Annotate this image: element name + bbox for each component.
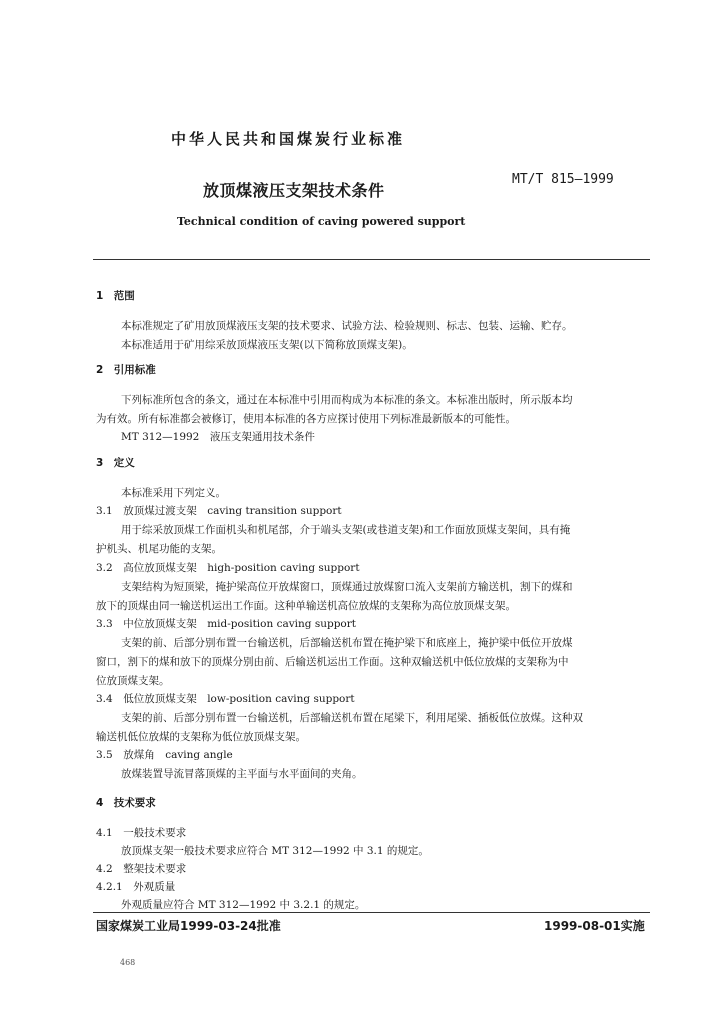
def-3-2-line-2: 放下的顶煤由同一输送机运出工作面。这种单输送机高位放煤的支架称为高位放顶煤支架。: [96, 600, 516, 612]
s4-2-1-text: 外观质量应符合 MT 312—1992 中 3.2.1 的规定。: [121, 899, 366, 911]
def-3-3-line-3: 位放顶煤支架。: [96, 675, 170, 687]
def-3-1-line-1: 用于综采放顶煤工作面机头和机尾部，介于端头支架(或巷道支架)和工作面放顶煤支架间，具有掩: [121, 524, 571, 536]
def-3-3-line-2: 窗口，割下的煤和放下的顶煤分别由前、后输送机运出工作面。这种双输送机中低位放煤的支架称为中: [96, 656, 569, 668]
s4-1-text: 放顶煤支架一般技术要求应符合 MT 312—1992 中 3.1 的规定。: [121, 845, 429, 857]
def-3-3-line-1: 支架的前、后部分别布置一台输送机，后部输送机布置在掩护梁下和底座上，掩护梁中低位开放煤: [121, 637, 573, 649]
section-3-heading: 3 定义: [96, 457, 135, 469]
s3-intro: 本标准采用下列定义。: [121, 487, 226, 499]
effective-date: 1999-08-01实施: [544, 919, 645, 933]
issuer-approval: 国家煤炭工业局1999-03-24批准: [96, 919, 281, 933]
header-rule: [93, 259, 650, 260]
page-number: 468: [120, 958, 136, 967]
s2-para-line-2: 为有效。所有标准都会被修订，使用本标准的各方应探讨使用下列标准最新版本的可能性。: [96, 413, 516, 425]
def-3-1-title: 3.1 放顶煤过渡支架 caving transition support: [96, 505, 342, 517]
section-1-heading: 1 范围: [96, 290, 135, 302]
s1-para-1: 本标准规定了矿用放顶煤液压支架的技术要求、试验方法、检验规则、标志、包装、运输、贮存。: [121, 320, 573, 332]
def-3-1-line-2: 护机头、机尾功能的支架。: [96, 543, 222, 555]
standard-code: MT/T 815—1999: [512, 172, 614, 187]
def-3-4-line-2: 输送机低位放煤的支架称为低位放顶煤支架。: [96, 731, 306, 743]
document-title: 放顶煤液压支架技术条件: [203, 181, 385, 200]
def-3-3-title: 3.3 中位放顶煤支架 mid-position caving support: [96, 618, 356, 630]
standard-category: 中华人民共和国煤炭行业标准: [171, 130, 406, 148]
def-3-4-line-1: 支架的前、后部分别布置一台输送机，后部输送机布置在尾梁下，利用尾梁、插板低位放煤。这种双: [121, 712, 583, 724]
document-title-english: Technical condition of caving powered support: [177, 215, 466, 228]
s4-2-1-title: 4.2.1 外观质量: [96, 881, 176, 893]
def-3-2-line-1: 支架结构为短顶梁，掩护梁高位开放煤窗口，顶煤通过放煤窗口流入支架前方输送机，割下的煤和: [121, 581, 573, 593]
footer-rule: [93, 912, 650, 913]
s2-reference: MT 312—1992 液压支架通用技术条件: [121, 431, 315, 443]
s1-para-2: 本标准适用于矿用综采放顶煤液压支架(以下简称放顶煤支架)。: [121, 339, 413, 351]
def-3-4-title: 3.4 低位放顶煤支架 low-position caving support: [96, 693, 355, 705]
s4-2-title: 4.2 整架技术要求: [96, 863, 187, 875]
s2-para-line-1: 下列标准所包含的条文，通过在本标准中引用而构成为本标准的条文。本标准出版时，所示版本均: [121, 394, 573, 406]
def-3-2-title: 3.2 高位放顶煤支架 high-position caving support: [96, 562, 360, 574]
def-3-5-title: 3.5 放煤角 caving angle: [96, 749, 233, 761]
s4-1-title: 4.1 一般技术要求: [96, 827, 187, 839]
def-3-5-line-1: 放煤装置导流冒落顶煤的主平面与水平面间的夹角。: [121, 768, 363, 780]
section-2-heading: 2 引用标准: [96, 364, 156, 376]
section-4-heading: 4 技术要求: [96, 797, 156, 809]
